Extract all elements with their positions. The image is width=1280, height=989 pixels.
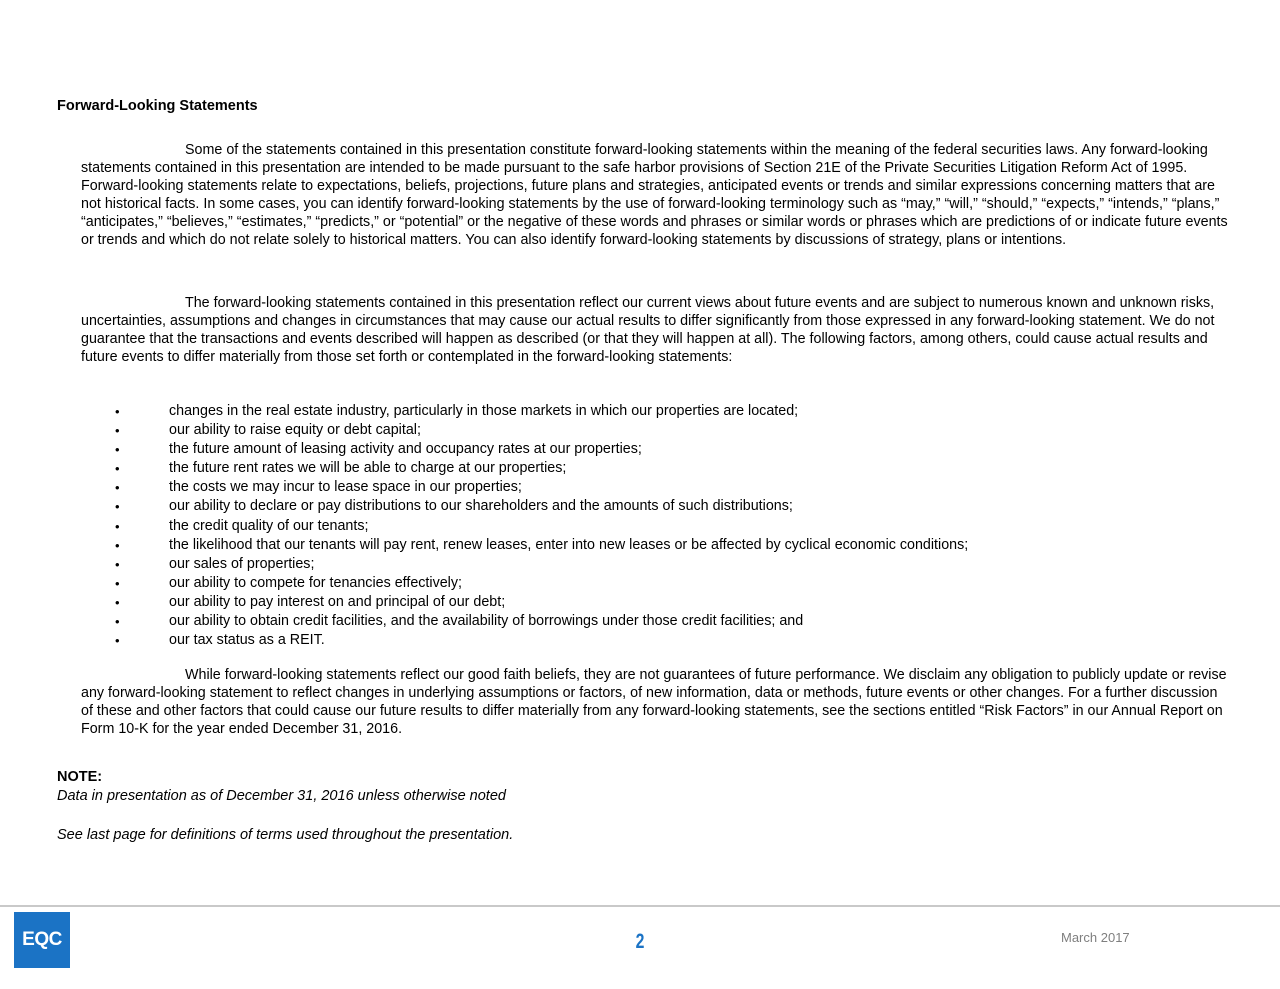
list-item-text: the credit quality of our tenants; bbox=[169, 517, 369, 534]
list-item bbox=[0, 421, 1280, 440]
list-item-text: our ability to raise equity or debt capital; bbox=[169, 422, 421, 439]
bullet-icon: • bbox=[115, 423, 120, 439]
list-item-text: our tax status as a REIT. bbox=[169, 632, 325, 649]
list-item bbox=[0, 555, 1280, 574]
list-item bbox=[0, 402, 1280, 421]
list-item bbox=[0, 459, 1280, 478]
bullet-icon: • bbox=[115, 404, 120, 419]
paragraph-intro: Some of the statements contained in this presentation constitute forward-looking statements within the meaning of the federal securities laws. Any forward-looking statements contained in this presentation are intended to be made pursuant to the safe harbor provisions of Section 21E of the Private Securities Litigation Reform Act of 1995. Forward-looking statements relate to expectations, beliefs, projections, future plans and strategies, anticipated events or trends and similar expressions concerning matters that are not historical facts. In some cases, you can identify forward-looking statements by the use of forward-looking terminology such as “may,” “will,” “should,” “expects,” “intends,” “plans,” “anticipates,” “believes,” “estimates,” “predicts,” or “potential” or the negative of these words and phrases or similar words or phrases which are predictions of or indicate future events or trends and which do not relate solely to historical matters. You can also identify forward-looking statements by discussions of strategy, plans or intentions. bbox=[81, 142, 1228, 249]
list-item bbox=[0, 593, 1280, 612]
list-item-text: our ability to declare or pay distributions to our shareholders and the amounts of such distributions; bbox=[169, 498, 793, 515]
bullet-icon: • bbox=[115, 537, 120, 553]
company-logo bbox=[14, 912, 70, 968]
footer-divider bbox=[0, 905, 1280, 907]
paragraph-disclaimer: While forward-looking statements reflect our good faith beliefs, they are not guarantees of future performance. We disclaim any obligation to publicly update or revise any forward-looking statement to reflect changes in underlying assumptions or factors, of new information, data or methods, future events or other changes. For a further discussion of these and other factors that could cause our future results to differ materially from any forward-looking statements, see the sections entitled “Risk Factors” in our Annual Report on Form 10-K for the year ended December 31, 2016. bbox=[81, 667, 1227, 738]
risk-factor-list bbox=[0, 402, 1280, 650]
list-item bbox=[0, 536, 1280, 555]
bullet-icon: • bbox=[115, 518, 120, 534]
list-item bbox=[0, 574, 1280, 593]
list-item-text: the likelihood that our tenants will pay rent, renew leases, enter into new leases or be affected by cyclical economic conditions; bbox=[169, 536, 969, 553]
list-item-text: the future rent rates we will be able to charge at our properties; bbox=[169, 460, 567, 477]
list-item bbox=[0, 478, 1280, 497]
list-item bbox=[0, 631, 1280, 650]
footer-date: March 2017 bbox=[1061, 930, 1130, 945]
list-item bbox=[0, 612, 1280, 631]
bullet-icon: • bbox=[115, 442, 120, 458]
bullet-icon: • bbox=[115, 594, 120, 610]
list-item-text: our ability to pay interest on and principal of our debt; bbox=[169, 593, 506, 610]
paragraph-risks: The forward-looking statements contained in this presentation reflect our current views about future events and are subject to numerous known and unknown risks, uncertainties, assumptions and changes in circumstances that may cause our actual results to differ significantly from those expressed in any forward-looking statement. We do not guarantee that the transactions and events described will happen as described (or that they will happen at all). The following factors, among others, could cause actual results and future events to differ materially from those set forth or contemplated in the forward-looking statements: bbox=[81, 295, 1215, 366]
note-label: NOTE: bbox=[57, 769, 103, 785]
note-definitions: See last page for definitions of terms used throughout the presentation. bbox=[57, 827, 514, 843]
bullet-icon: • bbox=[115, 614, 120, 630]
page-number: 2 bbox=[635, 930, 645, 953]
list-item-text: our ability to compete for tenancies effectively; bbox=[169, 574, 462, 591]
list-item-text: our sales of properties; bbox=[169, 555, 315, 572]
list-item bbox=[0, 440, 1280, 459]
list-item bbox=[0, 497, 1280, 516]
bullet-icon: • bbox=[115, 499, 120, 515]
bullet-icon: • bbox=[115, 556, 120, 572]
bullet-icon: • bbox=[115, 575, 120, 591]
bullet-icon: • bbox=[115, 633, 120, 649]
list-item-text: the costs we may incur to lease space in our properties; bbox=[169, 479, 522, 496]
list-item-text: changes in the real estate industry, particularly in those markets in which our properties are located; bbox=[169, 403, 799, 419]
list-item bbox=[0, 517, 1280, 536]
list-item-text: the future amount of leasing activity and occupancy rates at our properties; bbox=[169, 441, 642, 458]
bullet-icon: • bbox=[115, 461, 120, 477]
bullet-icon: • bbox=[115, 480, 120, 496]
note-data-date: Data in presentation as of December 31, 2016 unless otherwise noted bbox=[57, 788, 506, 804]
page-title: Forward-Looking Statements bbox=[57, 98, 258, 114]
logo-text: EQC bbox=[22, 929, 62, 950]
list-item-text: our ability to obtain credit facilities, and the availability of borrowings under those credit facilities; and bbox=[169, 613, 804, 630]
